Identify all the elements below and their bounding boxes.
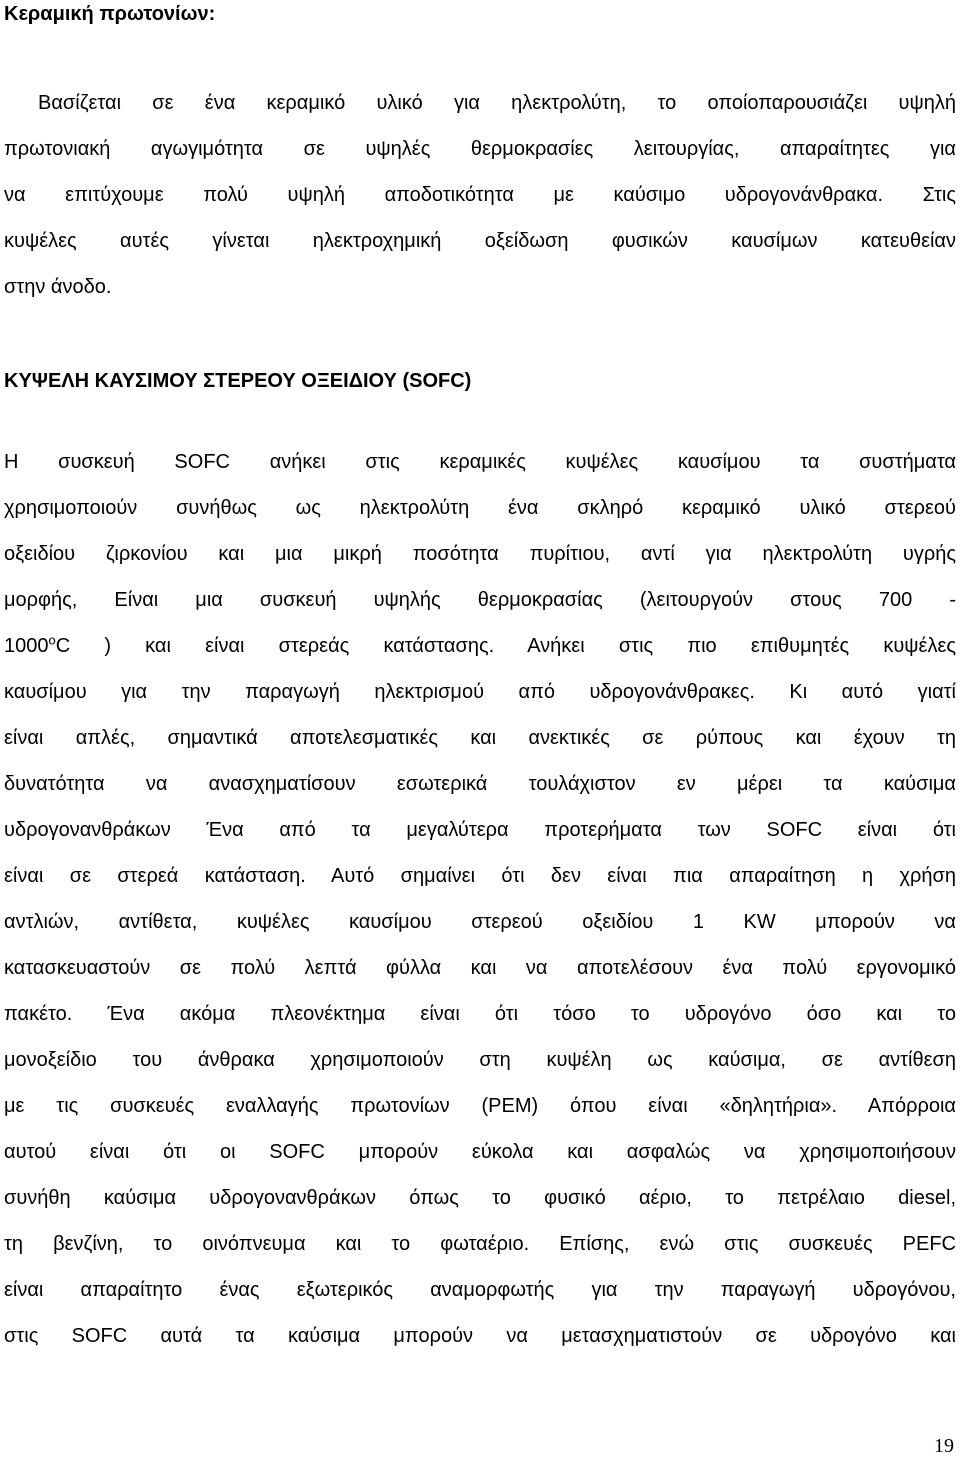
paragraph-line: χρησιμοποιούν συνήθως ως ηλεκτρολύτη ένα σκληρό κεραμικό υλικό στερεού bbox=[4, 497, 956, 519]
section-heading-sofc: ΚΥΨΕΛΗ ΚΑΥΣΙΜΟΥ ΣΤΕΡΕΟΥ ΟΞΕΙΔΙΟΥ (SOFC) bbox=[4, 370, 472, 392]
paragraph-line: υδρογονανθράκων Ένα από τα μεγαλύτερα προτερήματα των SOFC είναι ότι bbox=[4, 819, 956, 841]
page-number: 19 bbox=[934, 1435, 954, 1457]
paragraph-line: καυσίμου για την παραγωγή ηλεκτρισμού από υδρογονάνθρακες. Κι αυτό γιατί bbox=[4, 681, 956, 703]
paragraph-line: μονοξείδιο του άνθρακα χρησιμοποιούν στη κυψέλη ως καύσιμα, σε αντίθεση bbox=[4, 1049, 956, 1071]
section-title-proton-ceramics: Κεραμική πρωτονίων: bbox=[4, 3, 216, 25]
paragraph-line: είναι σε στερεά κατάσταση. Αυτό σημαίνει ότι δεν είναι πια απαραίτηση η χρήση bbox=[4, 865, 956, 887]
paragraph-line: αυτού είναι ότι οι SOFC μπορούν εύκολα και ασφαλώς να χρησιμοποιήσουν bbox=[4, 1141, 956, 1163]
line-text: C ) και είναι στερεάς κατάστασης. Ανήκει στις πιο επιθυμητές κυψέλες bbox=[55, 635, 956, 657]
paragraph-line: πρωτονιακή αγωγιμότητα σε υψηλές θερμοκρασίες λειτουργίας, απαραίτητες για bbox=[4, 138, 956, 160]
paragraph-line: πακέτο. Ένα ακόμα πλεονέκτημα είναι ότι τόσο το υδρογόνο όσο και το bbox=[4, 1003, 956, 1025]
paragraph-line: μορφής, Είναι μια συσκευή υψηλής θερμοκρασίας (λειτουργούν στους 700 - bbox=[4, 589, 956, 611]
paragraph-line: Η συσκευή SOFC ανήκει στις κεραμικές κυψέλες καυσίμου τα συστήματα bbox=[4, 451, 956, 473]
paragraph-line: τη βενζίνη, το οινόπνευμα και το φωταέριο. Επίσης, ενώ στις συσκευές PEFC bbox=[4, 1233, 956, 1255]
paragraph-line: κυψέλες αυτές γίνεται ηλεκτροχημική οξείδωση φυσικών καυσίμων κατευθείαν bbox=[4, 230, 956, 252]
paragraph-line: είναι απαραίτητο ένας εξωτερικός αναμορφωτής για την παραγωγή υδρογόνου, bbox=[4, 1279, 956, 1301]
paragraph-line: δυνατότητα να ανασχηματίσουν εσωτερικά τουλάχιστον εν μέρει τα καύσιμα bbox=[4, 773, 956, 795]
paragraph-line: κατασκευαστούν σε πολύ λεπτά φύλλα και να αποτελέσουν ένα πολύ εργονομικό bbox=[4, 957, 956, 979]
paragraph-line: να επιτύχουμε πολύ υψηλή αποδοτικότητα με καύσιμο υδρογονάνθρακα. Στις bbox=[4, 184, 956, 206]
paragraph-line: οξειδίου ζιρκονίου και μια μικρή ποσότητα πυρίτιου, αντί για ηλεκτρολύτη υγρής bbox=[4, 543, 956, 565]
paragraph-line: στην άνοδο. bbox=[4, 276, 112, 298]
paragraph-line-temperature bbox=[4, 623, 956, 669]
paragraph-line: με τις συσκευές εναλλαγής πρωτονίων (PEM) όπου είναι «δηλητήρια». Απόρροια bbox=[4, 1095, 956, 1117]
paragraph-line: συνήθη καύσιμα υδρογονανθράκων όπως το φυσικό αέριο, το πετρέλαιο diesel, bbox=[4, 1187, 956, 1209]
paragraph-line: Βασίζεται σε ένα κεραμικό υλικό για ηλεκτρολύτη, το οποίοπαρουσιάζει υψηλή bbox=[38, 92, 956, 114]
paragraph-line: είναι απλές, σημαντικά αποτελεσματικές και ανεκτικές σε ρύπους και έχουν τη bbox=[4, 727, 956, 749]
degree-superscript: o bbox=[48, 632, 56, 648]
paragraph-line: αντλιών, αντίθετα, κυψέλες καυσίμου στερεού οξειδίου 1 KW μπορούν να bbox=[4, 911, 956, 933]
temperature-value: 1000 bbox=[4, 635, 49, 657]
paragraph-line: στις SOFC αυτά τα καύσιμα μπορούν να μετασχηματιστούν σε υδρογόνο και bbox=[4, 1325, 956, 1347]
sofc-paragraph bbox=[4, 439, 956, 1359]
intro-paragraph bbox=[4, 80, 956, 310]
